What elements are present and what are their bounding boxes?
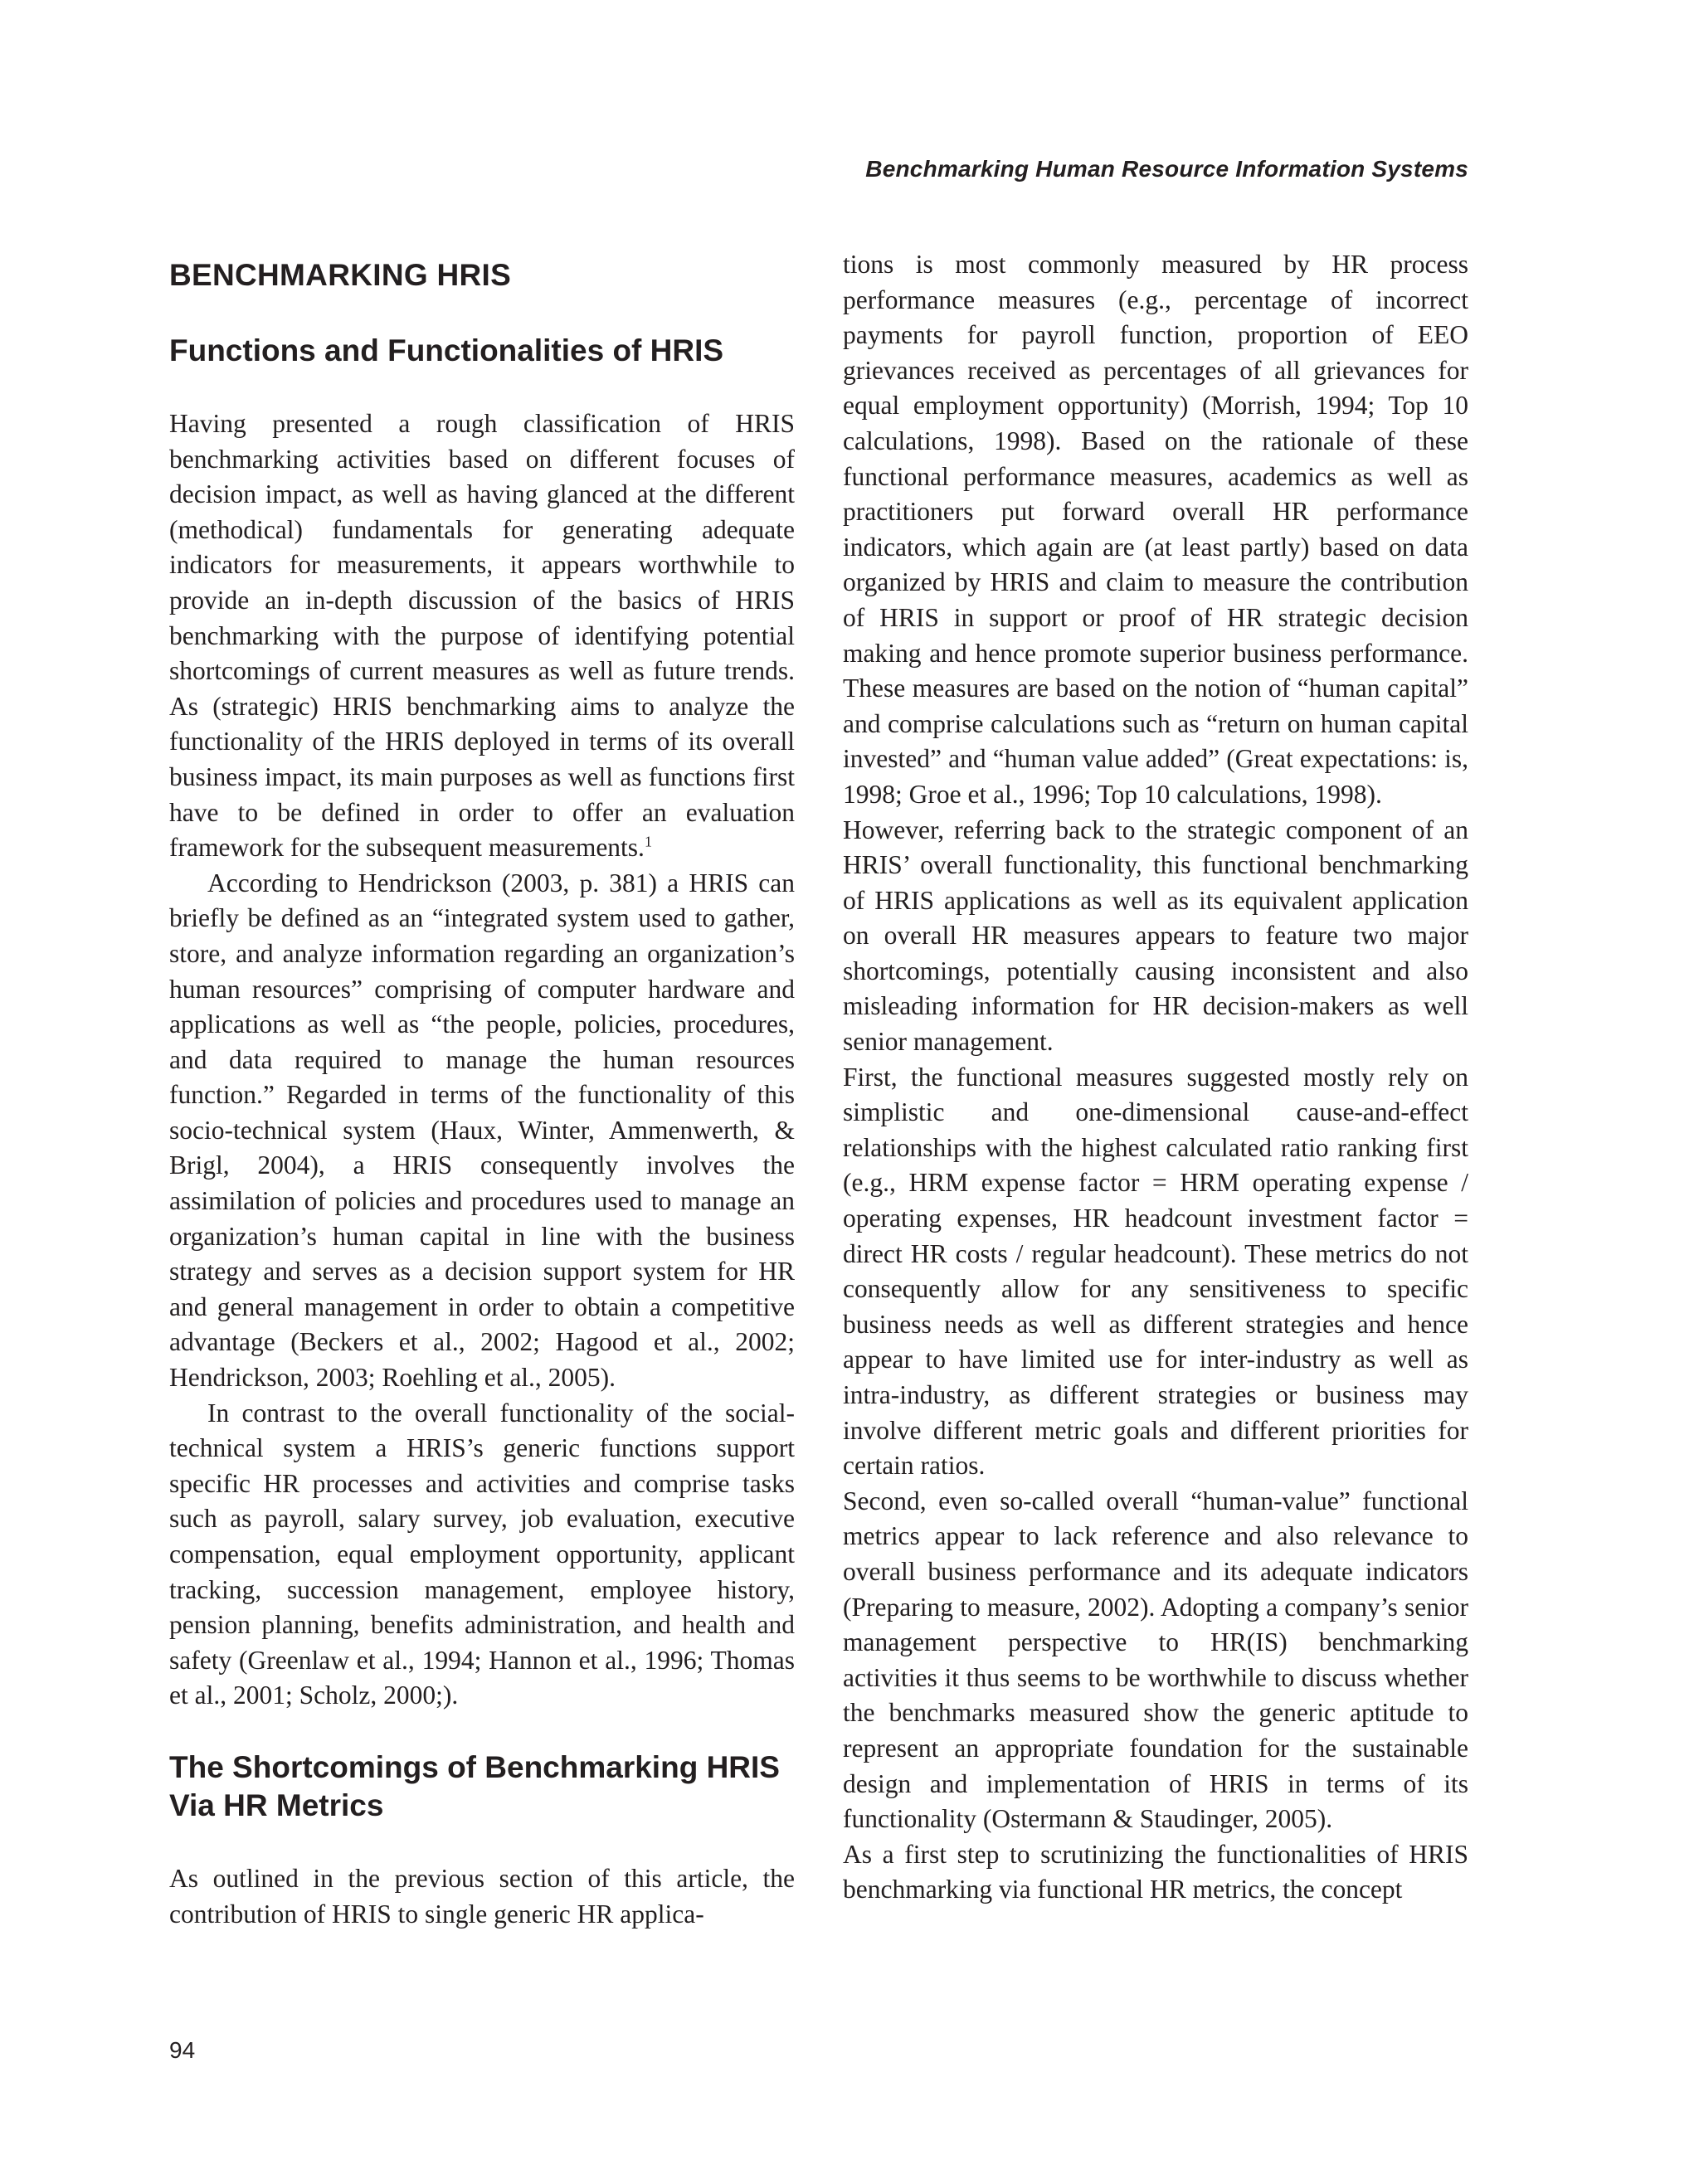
- paragraph: As outlined in the previous section of this article, the contribution of HRIS to single generic HR applica-: [169, 1863, 795, 1929]
- paragraph: Second, even so-called overall “human-value” functional metrics appear to lack reference and also relevance to overall business performance and its adequate indicators (Preparing to measure, 2002). Adopting a company’s senior management perspective to HR(IS) benchmarking activities it thus seems to be worthwhile to discuss whether the benchmarks measured show the generic aptitude to represent an appropriate foundation for the sustainable design and implementation of HRIS in terms of its functionality (Ostermann & Staudinger, 2005).: [843, 1486, 1468, 1834]
- right-column: [843, 247, 1468, 1908]
- paragraph: According to Hendrickson (2003, p. 381) a HRIS can briefly be defined as an “integrated system used to gather, store, and analyze information regarding an organization’s human resources” comprising of computer hardware and applications as well as “the people, policies, procedures, and data required to manage the human resources function.” Regarded in terms of the functionality of this socio-technical system (Haux, Winter, Ammenwerth, & Brigl, 2004), a HRIS consequently involves the assimilation of policies and procedures used to manage an organization’s human capital in line with the business strategy and serves as a decision support system for HR and general management in order to obtain a competitive advantage (Beckers et al., 2002; Hagood et al., 2002; Hendrickson, 2003; Roehling et al., 2005).: [169, 868, 795, 1393]
- footnote-marker[interactable]: 1: [644, 833, 652, 850]
- paragraph: tions is most commonly measured by HR process performance measures (e.g., percentage of incorrect payments for payroll function, proportion of EEO grievances received as percentages of all grievances for equal employment opportunity) (Morrish, 1994; Top 10 calculations, 1998). Based on the rationale of these functional performance measures, academics as well as practitioners put forward overall HR performance indicators, which again are (at least partly) based on data organized by HRIS and claim to measure the contribution of HRIS in support or proof of HR strategic decision making and hence promote superior business performance. These measures are based on the notion of “human capital” and comprise calculations such as “return on human capital invested” and “human value added” (Great expectations: is, 1998; Groe et al., 1996; Top 10 calculations, 1998).: [843, 250, 1468, 809]
- subheading-functions: Functions and Functionalities of HRIS: [169, 333, 724, 367]
- paragraph-text: Having presented a rough classification of HRIS benchmarking activities based on different focuses of decision impact, as well as having glanced at the different (methodical) fundamentals for generating adequate indicators for measurements, it appears worthwhile to provide an in-depth discussion of the basics of HRIS benchmarking with the purpose of identifying potential shortcomings of current measures as well as future trends. As (strategic) HRIS benchmarking aims to analyze the functionality of the HRIS deployed in terms of its overall business impact, its main purposes as well as functions first have to be defined in order to offer an evaluation framework for the subsequent measurements.: [169, 409, 795, 863]
- running-head: Benchmarking Human Resource Information Systems: [865, 156, 1468, 182]
- paragraph: [169, 406, 795, 866]
- section-heading: BENCHMARKING HRIS: [169, 258, 512, 292]
- paragraph: However, referring back to the strategic component of an HRIS’ overall functionality, this functional benchmarking of HRIS applications as well as its equivalent application on overall HR measures appears to feature two major shortcomings, potentially causing inconsistent and also misleading information for HR decision-makers as well senior management.: [843, 815, 1468, 1057]
- page-number: 94: [169, 2037, 196, 2063]
- paragraph: As a first step to scrutinizing the functionalities of HRIS benchmarking via functional HR metrics, the concept: [843, 1839, 1468, 1904]
- left-column: [169, 247, 795, 1932]
- paragraph: In contrast to the overall functionality of the social-technical system a HRIS’s generic functions support specific HR processes and activities and comprise tasks such as payroll, salary survey, job evaluation, executive compensation, equal employment opportunity, applicant tracking, succession management, employee history, pension planning, benefits administration, and health and safety (Greenlaw et al., 1994; Hannon et al., 1996; Thomas et al., 2001; Scholz, 2000;).: [169, 1398, 795, 1710]
- subheading-shortcomings: The Shortcomings of Benchmarking HRIS Via HR Metrics: [169, 1749, 780, 1822]
- paragraph: First, the functional measures suggested mostly rely on simplistic and one-dimensional cause-and-effect relationships with the highest calculated ratio ranking first (e.g., HRM expense factor = HRM operating expense / operating expenses, HR headcount investment factor = direct HR costs / regular headcount). These metrics do not consequently allow for any sensitiveness to specific business needs as well as different strategies and hence appear to have limited use for inter-industry as well as intra-industry, as different strategies or business may involve different metric goals and different priorities for certain ratios.: [843, 1062, 1468, 1481]
